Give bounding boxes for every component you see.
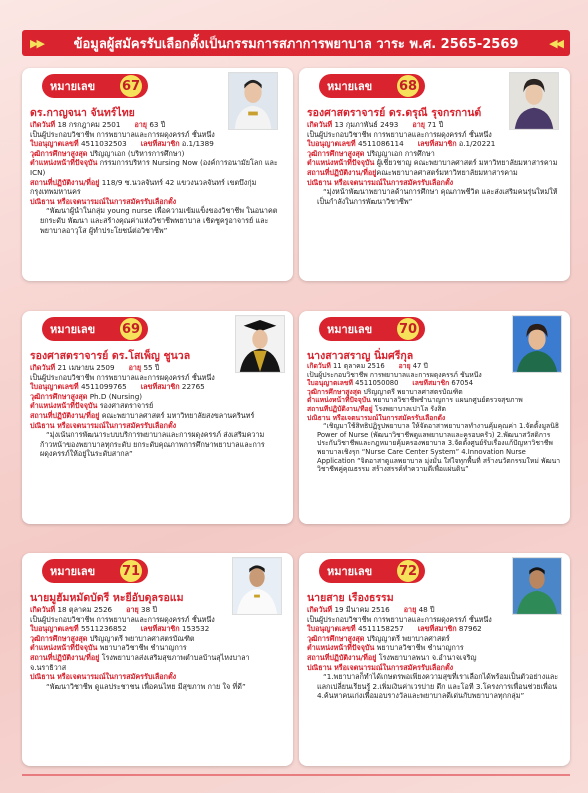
candidate-number: 70	[397, 318, 419, 340]
left-arrows-icon: ◀◀	[549, 36, 562, 50]
candidate-number: 72	[397, 560, 419, 582]
candidate-vision: “1.พยาบาลก็ทำได้เกษตรพอเพียงความสุขที่เราเลือกได้พร้อมเป็นตัวอย่างและแลกเปลี่ยนเรียนรู้ 2.เพิ่มเงินค่าเวรบ่าย ดึก และโอที 3.โครงการเพื่อนช่วยเพื่อน 4.ค้นหาคนเก่งเพื่อมอบรางวัลและพยาบาลดีเด่นกับพยาบาลทุกกลุ่ม”	[317, 672, 559, 701]
candidate-number: 71	[120, 560, 142, 582]
candidate-vision: “มุ่งเน้นการพัฒนาระบบบริการพยาบาลและการผดุงครรภ์ ส่งเสริมความก้าวหน้าของพยาบาลทุกระดับ ยกระดับคุณภาพการศึกษาพยาบาลและการผดุงครรภ์ให้อยู่ในระดับสากล”	[40, 430, 265, 459]
number-label: หมายเลข	[327, 80, 373, 93]
candidate-card-67	[22, 68, 293, 281]
candidate-card-72	[299, 553, 570, 766]
candidate-details: เกิดวันที่ 19 มีนาคม 2516 อายุ 48 ปี เป็นผู้ประกอบวิชาชีพ การพยาบาลและการผดุงครรภ์ ชั้นหนึ่ง ใบอนุญาตเลขที่ 4511158257 เลขที่สมาชิก 87962 วุฒิการศึกษาสูงสุด ปริญญาตรี พยาบาลศาสตร์ ตำแหน่งหน้าที่ปัจจุบัน พยาบาลวิชาชีพ ชำนาญการ สถานที่ปฏิบัติงาน/ที่อยู่ โรงพยาบาลพนา จ.อำนาจเจริญ ปณิธาน หรือเจตนารมณ์ในการสมัครรับเลือกตั้ง “1.พยาบาลก็ทำได้เกษตรพอเพียงความสุขที่เราเลือกได้พร้อมเป็นตัวอย่างและแลกเปลี่ยนเรียนรู้ 2.เพิ่มเงินค่าเวรบ่าย ดึก และโอที 3.โครงการเพื่อนช่วยเพื่อน 4.ค้นหาคนเก่งเพื่อมอบรางวัลและพยาบาลดีเด่นกับพยาบาลทุกกลุ่ม”	[307, 605, 564, 701]
candidate-vision: “มุ่งหน้าพัฒนาพยาบาลด้านการศึกษา คุณภาพชีวิต และส่งเสริมคนรุ่นใหม่ให้เป็นกำลังในการพัฒนาวิชาชีพ”	[317, 187, 558, 206]
candidate-card-69	[22, 311, 293, 524]
number-label: หมายเลข	[50, 80, 96, 93]
page-header	[22, 30, 570, 56]
footer-rule	[22, 774, 570, 776]
number-badge	[319, 559, 425, 583]
page-title: ข้อมูลผู้สมัครรับเลือกตั้งเป็นกรรมการสภาการพยาบาล วาระ พ.ศ. 2565-2569	[73, 36, 519, 52]
candidate-details: เกิดวันที่ 11 ตุลาคม 2516 อายุ 47 ปี เป็นผู้ประกอบวิชาชีพ การพยาบาลและการผดุงครรภ์ ชั้นหนึ่ง ใบอนุญาตเลขที่ 4511050080 เลขที่สมาชิก 67054 วุฒิการศึกษาสูงสุด ปริญญาตรี พยาบาลศาสตรบัณฑิต ตำแหน่งหน้าที่ปัจจุบัน พยาบาลวิชาชีพชำนาญการ แผนกศูนย์ตรวจสุขภาพ สถานที่ปฏิบัติงาน/ที่อยู่ โรงพยาบาลเปาโล รังสิต ปณิธาน หรือเจตนารมณ์ในการสมัครรับเลือกตั้ง “เชิญมาใช้สิทธิปฏิรูปพยาบาล ให้จัดอาสาพยาบาลทำงานคุ้มคุณค่า 1.จัดตั้งมูลนิธิ Power of Nurse (พัฒนาวิชาชีพดูแลพยาบาลและครอบครัว) 2.พัฒนาสวัสดิการประกันวิชาชีพและกฎหมายคุ้มครองพยาบาล 3.จัดตั้งศูนย์รับเรื่องแก้ปัญหาวิชาชีพพยาบาลเชิงรุก “Nurse Care Center System” 4.Innovation Nurse Application “จิตอาสาดูแลพยาบาล มุ่งมั่น ใส่ใจทุกพื้นที่ สร้างนวัตกรรมใหม่ พัฒนาวิชาชีพคู่คุณธรรม สร้างสรรค์ทำความดีเพื่อแผ่นดิน”	[307, 362, 564, 474]
candidate-name: รองศาสตราจารย์ ดร.โสเพ็ญ ชูนวล	[30, 350, 191, 362]
candidate-details: เกิดวันที่ 21 เมษายน 2509 อายุ 55 ปี เป็นผู้ประกอบวิชาชีพ การพยาบาลและการผดุงครรภ์ ชั้นหนึ่ง ใบอนุญาตเลขที่ 4511099765 เลขที่สมาชิก 22765 วุฒิการศึกษาสูงสุด Ph.D (Nursing) ตำแหน่งหน้าที่ปัจจุบัน รองศาสตราจารย์ สถานที่ปฏิบัติงาน/ที่อยู่ คณะพยาบาลศาสตร์ มหาวิทยาลัยสงขลานครินทร์ ปณิธาน หรือเจตนารมณ์ในการสมัครรับเลือกตั้ง “มุ่งเน้นการพัฒนาระบบบริการพยาบาลและการผดุงครรภ์ ส่งเสริมความก้าวหน้าของพยาบาลทุกระดับ ยกระดับคุณภาพการศึกษาพยาบาลและการผดุงครรภ์ให้อยู่ในระดับสากล”	[30, 363, 287, 459]
candidate-details: เกิดวันที่ 18 ตุลาคม 2526 อายุ 38 ปี เป็นผู้ประกอบวิชาชีพ การพยาบาลและการผดุงครรภ์ ชั้นหนึ่ง ใบอนุญาตเลขที่ 5511236852 เลขที่สมาชิก 153532 วุฒิการศึกษาสูงสุด ปริญญาตรี พยาบาลศาสตรบัณฑิต ตำแหน่งหน้าที่ปัจจุบัน พยาบาลวิชาชีพ ชำนาญการ สถานที่ปฏิบัติงาน/ที่อยู่ โรงพยาบาลส่งเสริมสุขภาพตำบลบ้านสุไหงบาลา จ.นราธิวาส ปณิธาน หรือเจตนารมณ์ในการสมัครรับเลือกตั้ง “พัฒนาวิชาชีพ ดูแลประชาชน เพื่อคนไทย มีสุขภาพ กาย ใจ ที่ดี”	[30, 605, 287, 691]
number-label: หมายเลข	[50, 565, 96, 578]
candidate-card-68	[299, 68, 570, 281]
number-badge	[319, 74, 425, 98]
candidate-card-70	[299, 311, 570, 524]
candidate-name: นายสาย เรืองธรรม	[307, 592, 394, 604]
right-arrows-icon: ▶▶	[30, 36, 43, 50]
candidate-number: 69	[120, 318, 142, 340]
number-label: หมายเลข	[327, 323, 373, 336]
candidate-number: 67	[120, 75, 142, 97]
candidate-name: รองศาสตราจารย์ ดร.ดรุณี รุจกรกานต์	[307, 107, 482, 119]
number-badge	[42, 559, 148, 583]
number-label: หมายเลข	[50, 323, 96, 336]
candidate-details: เกิดวันที่ 13 กุมภาพันธ์ 2493 อายุ 71 ปี เป็นผู้ประกอบวิชาชีพ การพยาบาลและการผดุงครรภ์ ชั้นหนึ่ง ใบอนุญาตเลขที่ 4511086114 เลขที่สมาชิก อ.1/20221 วุฒิการศึกษาสูงสุด ปริญญาเอก การศึกษา ตำแหน่งหน้าที่ปัจจุบัน ผู้เชี่ยวชาญ คณะพยาบาลศาสตร์ มหาวิทยาลัยมหาสารคาม สถานที่ปฏิบัติงาน/ที่อยู่คณะพยาบาลศาสตร์มหาวิทยาลัยมหาสารคาม ปณิธาน หรือเจตนารมณ์ในการสมัครรับเลือกตั้ง “มุ่งหน้าพัฒนาพยาบาลด้านการศึกษา คุณภาพชีวิต และส่งเสริมคนรุ่นใหม่ให้เป็นกำลังในการพัฒนาวิชาชีพ”	[307, 120, 564, 206]
candidate-number: 68	[397, 75, 419, 97]
number-badge	[42, 74, 148, 98]
candidate-vision: “เชิญมาใช้สิทธิปฏิรูปพยาบาล ให้จัดอาสาพยาบาลทำงานคุ้มคุณค่า 1.จัดตั้งมูลนิธิ Power of Nurse (พัฒนาวิชาชีพดูแลพยาบาลและครอบครัว) 2.พัฒนาสวัสดิการประกันวิชาชีพและกฎหมายคุ้มครองพยาบาล 3.จัดตั้งศูนย์รับเรื่องแก้ปัญหาวิชาชีพพยาบาลเชิงรุก “Nurse Care Center System” 4.Innovation Nurse Application “จิตอาสาดูแลพยาบาล มุ่งมั่น ใส่ใจทุกพื้นที่ สร้างนวัตกรรมใหม่ พัฒนาวิชาชีพคู่คุณธรรม สร้างสรรค์ทำความดีเพื่อแผ่นดิน”	[317, 422, 561, 474]
number-badge	[42, 317, 148, 341]
number-label: หมายเลข	[327, 565, 373, 578]
candidate-details: เกิดวันที่ 18 กรกฎาคม 2501 อายุ 63 ปี เป็นผู้ประกอบวิชาชีพ การพยาบาลและการผดุงครรภ์ ชั้นหนึ่ง ใบอนุญาตเลขที่ 4511032503 เลขที่สมาชิก อ.1/1389 วุฒิการศึกษาสูงสุด ปริญญาเอก (บริหารการศึกษา) ตำแหน่งหน้าที่ปัจจุบัน กรรมการบริหาร Nursing Now (องค์การอนามัยโลก และ ICN) สถานที่ปฏิบัติงาน/ที่อยู่ 118/9 ซ.นวลจันทร์ 42 แขวงนวลจันทร์ เขตบึงกุ่ม กรุงเทพมหานคร ปณิธาน หรือเจตนารมณ์ในการสมัครรับเลือกตั้ง “พัฒนาผู้นำในกลุ่ม young nurse เพื่อความเข้มแข็งของวิชาชีพ ในอนาคต ยกระดับ พัฒนา และสร้างคุณค่าแห่งวิชาชีพพยาบาล เชิดชูครูอาจารย์ และพยาบาลอาวุโส ผู้ทำประโยชน์ต่อวิชาชีพ”	[30, 120, 287, 235]
candidate-name: นายมูฮัมหมัดบัดรี หะยีอับดุลรอแม	[30, 592, 184, 604]
candidate-name: ดร.กาญจนา จันทร์ไทย	[30, 107, 135, 119]
candidate-name: นางสาวสราญ นิ่มศรีกุล	[307, 350, 414, 362]
candidate-card-71	[22, 553, 293, 766]
candidate-vision: “พัฒนาวิชาชีพ ดูแลประชาชน เพื่อคนไทย มีสุขภาพ กาย ใจ ที่ดี”	[46, 681, 246, 691]
candidate-vision: “พัฒนาผู้นำในกลุ่ม young nurse เพื่อความเข้มแข็งของวิชาชีพ ในอนาคต ยกระดับ พัฒนา และสร้างคุณค่าแห่งวิชาชีพพยาบาล เชิดชูครูอาจารย์ และพยาบาลอาวุโส ผู้ทำประโยชน์ต่อวิชาชีพ”	[40, 206, 278, 235]
number-badge	[319, 317, 425, 341]
